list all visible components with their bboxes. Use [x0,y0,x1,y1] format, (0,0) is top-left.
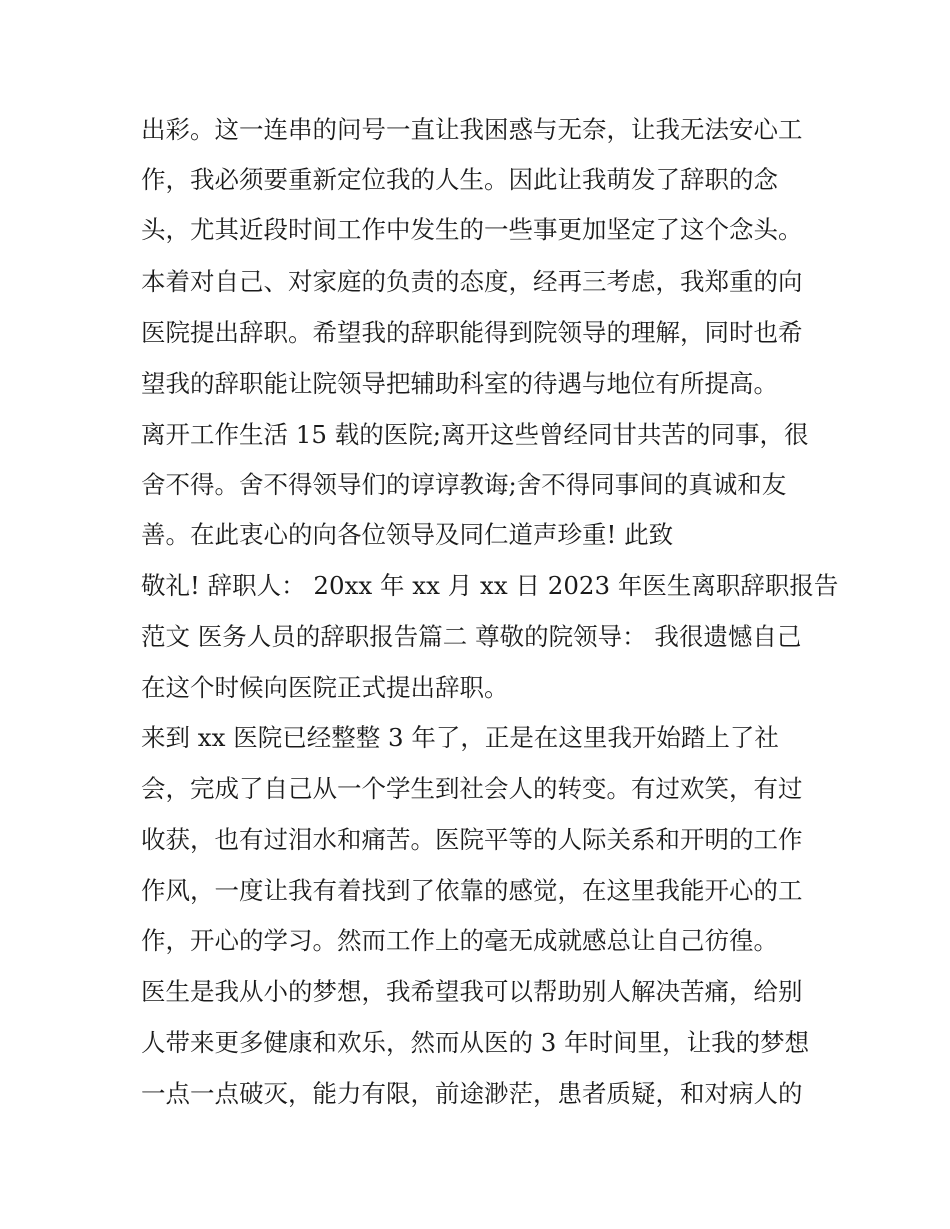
text-line-6: 望我的辞职能让院领导把辅助科室的待遇与地位有所提高。 [141,369,778,398]
text-line-16: 作风，一度让我有着找到了依靠的感觉，在这里我能开心的工 [141,876,803,905]
text-line-2: 作，我必须要重新定位我的人生。因此让我萌发了辞职的念 [141,165,778,194]
text-line-5: 医院提出辞职。希望我的辞职能得到院领导的理解，同时也希 [141,318,803,347]
text-line-1: 出彩。这一连串的问号一直让我困惑与无奈，让我无法安心工 [141,115,803,144]
text-line-17: 作，开心的学习。然而工作上的毫无成就感总让自己彷徨。 [141,926,778,955]
text-line-19: 人带来更多健康和欢乐，然而从医的 3 年时间里，让我的梦想 [141,1028,810,1057]
text-line-12: 在这个时候向医院正式提出辞职。 [141,673,509,702]
text-line-4: 本着对自己、对家庭的负责的态度，经再三考虑，我郑重的向 [141,267,803,296]
text-line-15: 收获，也有过泪水和痛苦。医院平等的人际关系和开明的工作 [141,825,803,854]
text-line-10: 敬礼! 辞职人： 20xx 年 xx 月 xx 日 2023 年医生离职辞职报告 [141,571,839,600]
text-line-18: 医生是我从小的梦想，我希望我可以帮助别人解决苦痛，给别 [141,977,803,1006]
text-line-14: 会，完成了自己从一个学生到社会人的转变。有过欢笑，有过 [141,774,803,803]
text-line-13: 来到 xx 医院已经整整 3 年了，正是在这里我开始踏上了社 [141,723,779,752]
text-line-3: 头，尤其近段时间工作中发生的一些事更加坚定了这个念头。 [141,215,803,244]
text-line-20: 一点一点破灭，能力有限，前途渺茫，患者质疑，和对病人的 [141,1079,803,1108]
text-line-7: 离开工作生活 15 载的医院;离开这些曾经同甘共苦的同事，很 [141,420,809,449]
text-line-11: 范文 医务人员的辞职报告篇二 尊敬的院领导： 我很遗憾自己 [141,622,802,651]
text-line-8: 舍不得。舍不得领导们的谆谆教诲;舍不得同事间的真诚和友 [141,470,787,499]
text-line-9: 善。在此衷心的向各位领导及同仁道声珍重! 此致 [141,520,674,549]
